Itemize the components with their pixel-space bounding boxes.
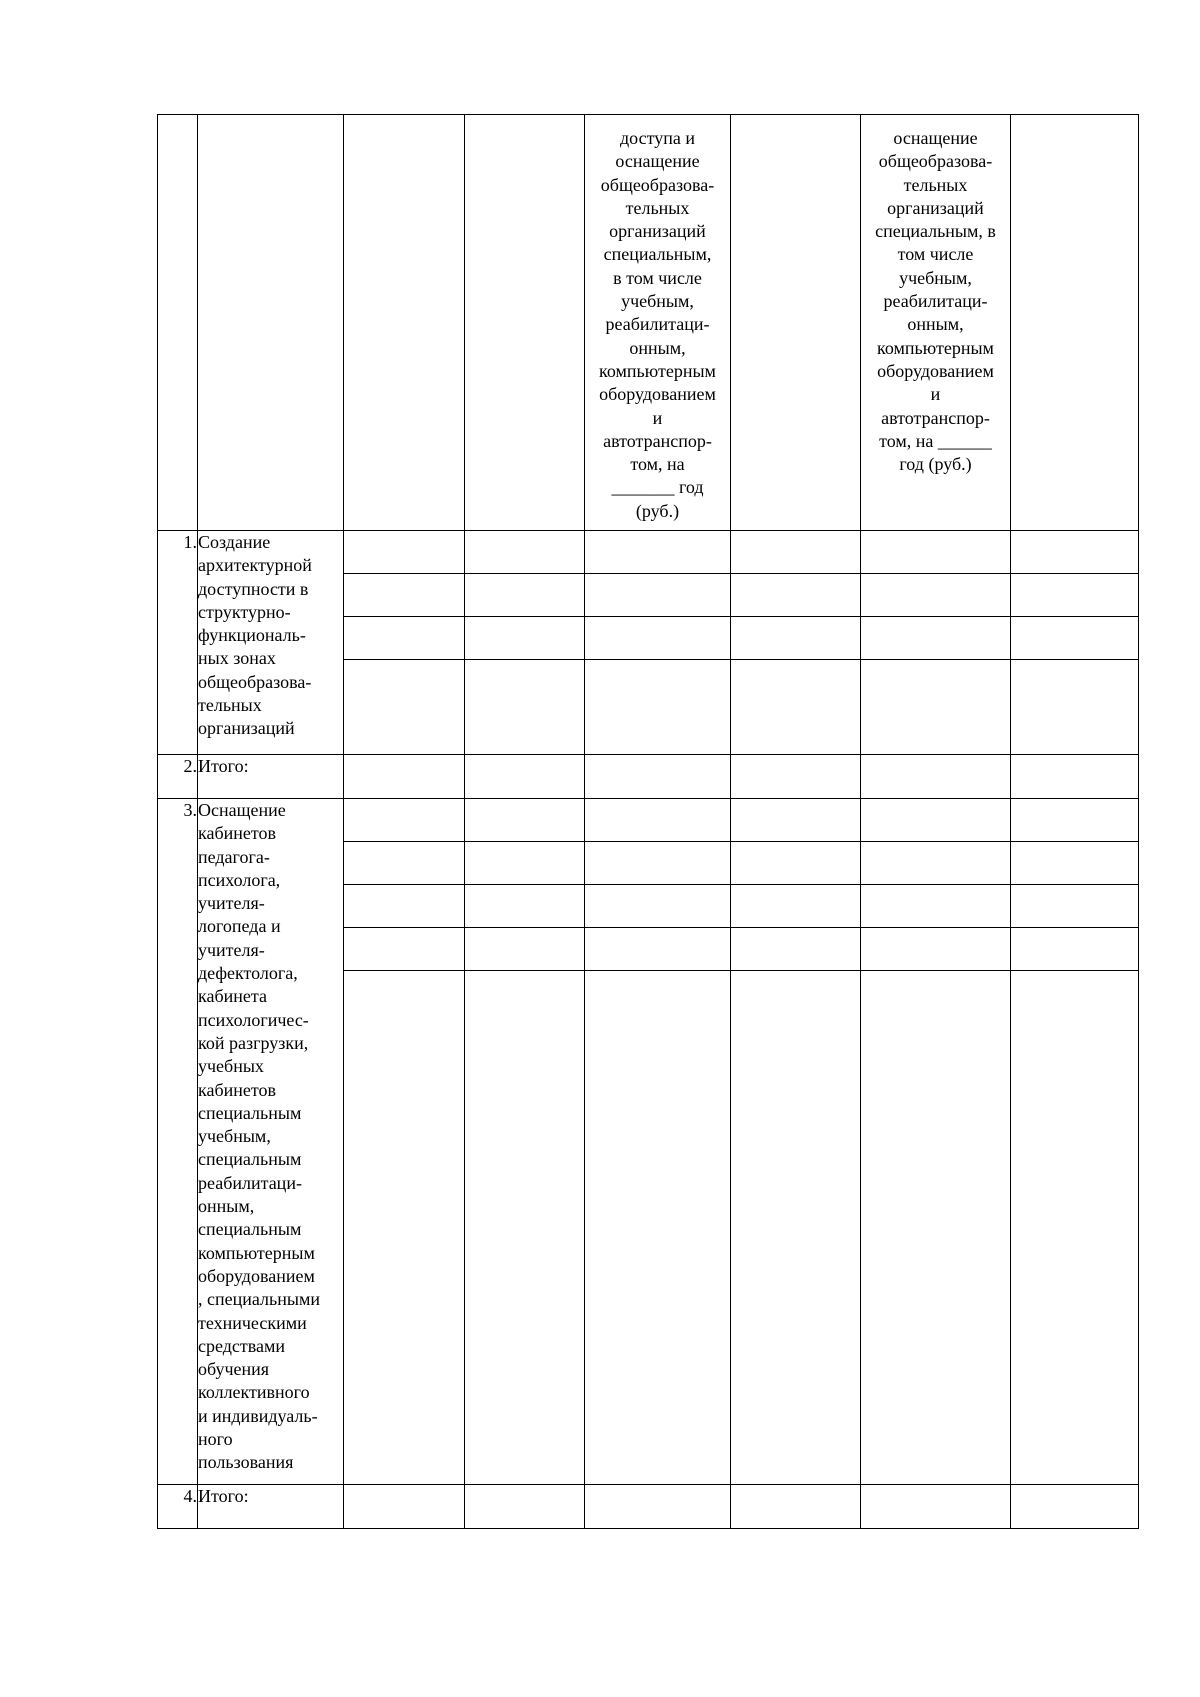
table-cell [731,660,861,755]
table-cell [585,799,731,842]
table-cell [344,799,465,842]
table-cell [198,115,344,531]
table-cell [344,1485,465,1529]
table-cell [465,531,585,574]
document-table [157,114,1139,1529]
row-description: Оснащение кабинетов педагога- психолога, учителя- логопеда и учителя- дефектолога, кабинета психологичес- кой разгрузки, учебных кабинетов специальным учебным, специальным реабилитаци- онным, специальным компьютерным оборудованием , специальными техническими средствами обучения коллективного и индивидуаль- ного пользования [198,799,344,1485]
table-cell [731,928,861,971]
table-cell [344,574,465,617]
row-description: Итого: [198,755,344,799]
table-cell [731,885,861,928]
table-cell [585,842,731,885]
table-cell [1011,660,1139,755]
row-description: Итого: [198,1485,344,1529]
table-cell [585,928,731,971]
table-row [158,531,1139,574]
header-cell-equipment [861,115,1011,531]
table-cell [861,617,1011,660]
table-cell [861,531,1011,574]
table-cell [585,660,731,755]
table-cell [344,842,465,885]
table-cell [465,971,585,1485]
table-cell [465,928,585,971]
table-cell [344,115,465,531]
header-row [158,115,1139,531]
table-cell [1011,928,1139,971]
table-cell [1011,885,1139,928]
table-cell [1011,617,1139,660]
row-description: Создание архитектурной доступности в структурно- функциональ- ных зонах общеобразова- тельных организаций [198,531,344,755]
table-cell [465,574,585,617]
table-cell [465,755,585,799]
table-cell [344,928,465,971]
table-cell [861,660,1011,755]
table-cell [585,755,731,799]
table-cell [465,885,585,928]
row-number: 4. [158,1485,198,1529]
header-text: оснащение общеобразова- тельных организаций специальным, в том числе учебным, реабилитаци- онным, компьютерным оборудованием и автотранспор- том, на ______ год (руб.) [875,128,996,475]
table-cell [344,660,465,755]
total-row [158,1485,1139,1529]
table-cell [861,1485,1011,1529]
table-cell [1011,574,1139,617]
table-cell [861,971,1011,1485]
table-row [158,799,1139,842]
header-text: доступа и оснащение общеобразова- тельных организаций специальным, в том числе учебным, реабилитаци- онным, компьютерным оборудованием и автотранспор- том, на _______ год (руб.) [599,128,716,521]
table-cell [731,531,861,574]
row-number: 2. [158,755,198,799]
header-cell-architectural-access-equipment [585,115,731,531]
table-cell [731,1485,861,1529]
table-cell [1011,799,1139,842]
table-cell [861,885,1011,928]
table-cell [1011,1485,1139,1529]
table-cell [465,660,585,755]
table-cell [1011,755,1139,799]
table-cell [861,755,1011,799]
table-cell [585,617,731,660]
table-cell [731,799,861,842]
table-cell [731,574,861,617]
table-cell [731,971,861,1485]
table-cell [861,842,1011,885]
table-cell [1011,531,1139,574]
table-cell [344,617,465,660]
table-cell [1011,842,1139,885]
table-cell [465,1485,585,1529]
table-cell [344,971,465,1485]
table-cell [465,617,585,660]
table-cell [344,885,465,928]
table-cell [731,755,861,799]
table-cell [158,115,198,531]
table-cell [861,928,1011,971]
row-number: 3. [158,799,198,1485]
table-cell [585,885,731,928]
row-number: 1. [158,531,198,755]
table-cell [585,574,731,617]
table-cell [1011,971,1139,1485]
table-cell [585,971,731,1485]
table-cell [465,842,585,885]
table-cell [585,531,731,574]
table-cell [585,1485,731,1529]
table-cell [1011,115,1139,531]
table-cell [344,531,465,574]
table-cell [861,574,1011,617]
total-row [158,755,1139,799]
table-cell [731,115,861,531]
table-cell [465,115,585,531]
table-cell [344,755,465,799]
table-cell [731,617,861,660]
table-cell [731,842,861,885]
table-cell [465,799,585,842]
table-cell [861,799,1011,842]
